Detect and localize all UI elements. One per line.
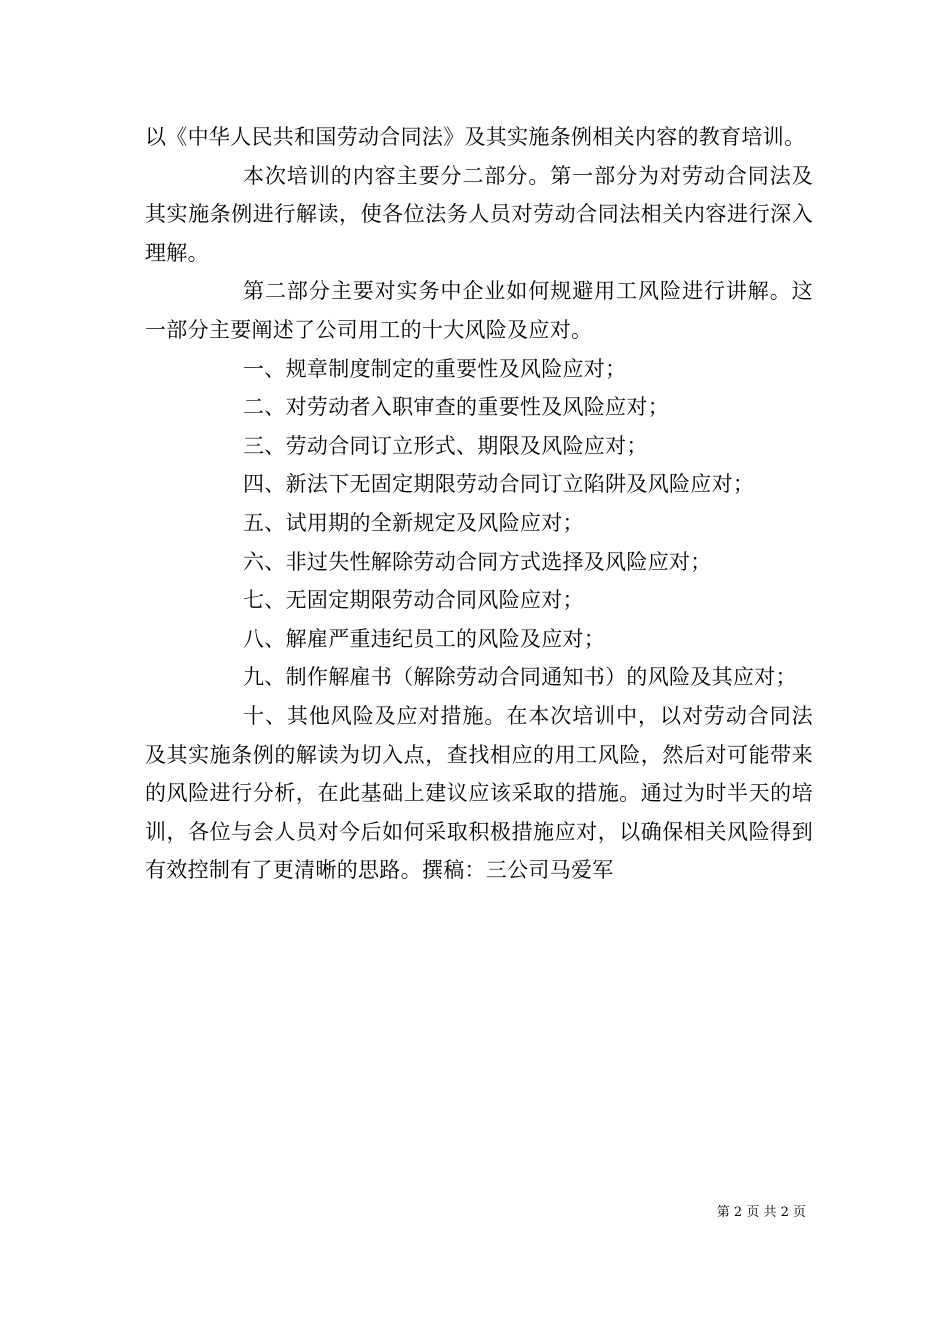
paragraph-conclusion: 十、其他风险及应对措施。在本次培训中，以对劳动合同法及其实施条例的解读为切入点，查找相应的用工风险，然后对可能带来的风险进行分析，在此基础上建议应该采取的措施。通过为时半天的培训，各位与会人员对今后如何采取积极措施应对，以确保相关风险得到有效控制有了更清晰的思路。撰稿：三公司马爱军 — [145, 703, 813, 883]
paragraph-training-content: 本次培训的内容主要分二部分。第一部分为对劳动合同法及其实施条例进行解读，使各位法务人员对劳动合同法相关内容进行深入理解。 — [145, 163, 813, 265]
document-body — [145, 118, 813, 890]
list-item: 四、新法下无固定期限劳动合同订立陷阱及风险应对； — [243, 472, 755, 497]
paragraph-part-two: 第二部分主要对实务中企业如何规避用工风险进行讲解。这一部分主要阐述了公司用工的十大风险及应对。 — [145, 279, 813, 342]
list-item: 九、制作解雇书（解除劳动合同通知书）的风险及其应对； — [243, 665, 797, 690]
list-item: 七、无固定期限劳动合同风险应对； — [243, 588, 584, 613]
list-item: 一、规章制度制定的重要性及风险应对； — [243, 356, 627, 381]
paragraph-intro-continuation: 以《中华人民共和国劳动合同法》及其实施条例相关内容的教育培训。 — [145, 125, 806, 149]
list-item: 二、对劳动者入职审查的重要性及风险应对； — [243, 395, 669, 420]
list-item: 三、劳动合同订立形式、期限及风险应对； — [243, 433, 648, 458]
page-number-footer: 第 2 页 共 2 页 — [716, 1205, 806, 1220]
list-item: 八、解雇严重违纪员工的风险及应对； — [243, 626, 606, 651]
list-item: 五、试用期的全新规定及风险应对； — [243, 510, 584, 535]
list-item: 六、非过失性解除劳动合同方式选择及风险应对； — [243, 549, 712, 574]
